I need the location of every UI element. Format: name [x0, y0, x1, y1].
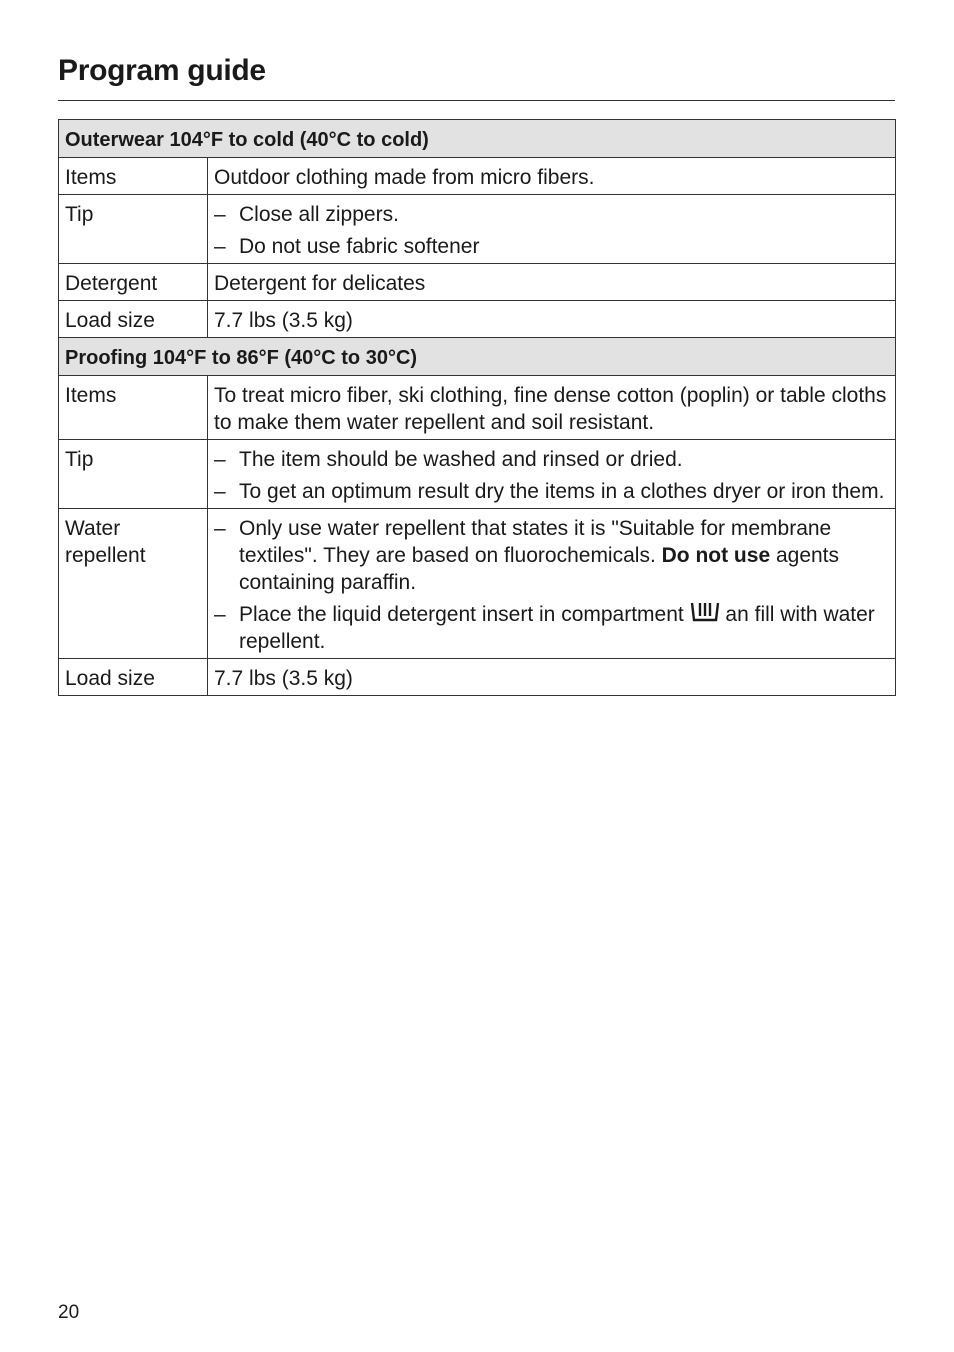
row-label: Detergent — [59, 264, 208, 301]
list-item-text: The item should be washed and rinsed or dried. — [239, 448, 683, 471]
list-item — [214, 233, 889, 260]
row-value — [208, 195, 896, 264]
dash-bullet: – — [214, 448, 226, 471]
tip-list — [214, 201, 889, 260]
list-item-text: agents containing paraffin. — [239, 544, 840, 594]
list-item-text: To get an optimum result dry the items in a clothes dryer or iron them. — [239, 480, 885, 503]
row-value: To treat micro fiber, ski clothing, fine dense cotton (poplin) or table cloths to make them water repellent and soil resistant. — [208, 376, 896, 440]
dash-bullet: – — [214, 203, 226, 226]
row-value: 7.7 lbs (3.5 kg) — [208, 301, 896, 338]
table-row — [59, 659, 896, 696]
row-value: Outdoor clothing made from micro fibers. — [208, 158, 896, 195]
list-item — [214, 515, 889, 596]
row-value: Detergent for delicates — [208, 264, 896, 301]
table-row — [59, 158, 896, 195]
section-heading: Outerwear 104°F to cold (40°C to cold) — [59, 120, 896, 158]
table-row — [59, 301, 896, 338]
table-row — [59, 195, 896, 264]
dash-bullet: – — [214, 517, 226, 540]
table-row — [59, 264, 896, 301]
table-row — [59, 509, 896, 659]
row-label: Tip — [59, 440, 208, 509]
row-label: Load size — [59, 659, 208, 696]
section-heading: Proofing 104°F to 86°F (40°C to 30°C) — [59, 338, 896, 376]
list-item-text: Do not use fabric softener — [239, 235, 480, 258]
tip-list — [214, 446, 889, 505]
list-item — [214, 201, 889, 228]
table-row — [59, 376, 896, 440]
page-title: Program guide — [58, 54, 266, 87]
row-value — [208, 440, 896, 509]
list-item-text: an fill with water repellent. — [239, 603, 875, 653]
list-item — [214, 601, 889, 655]
section-header-proofing — [59, 338, 896, 376]
compartment-icon — [690, 601, 720, 623]
table-row — [59, 440, 896, 509]
warning-emphasis: Do not use — [661, 544, 771, 567]
row-value: 7.7 lbs (3.5 kg) — [208, 659, 896, 696]
row-label: Items — [59, 376, 208, 440]
row-label: Load size — [59, 301, 208, 338]
list-item-text: Close all zippers. — [239, 203, 399, 226]
program-guide-table — [58, 119, 896, 696]
row-value — [208, 509, 896, 659]
water-repellent-list — [214, 515, 889, 655]
page-number: 20 — [58, 1302, 80, 1323]
dash-bullet: – — [214, 480, 226, 503]
list-item-text: Only use water repellent that states it is "Suitable for membrane textiles". They are based on fluorochemicals. — [239, 517, 832, 567]
list-item — [214, 446, 889, 473]
row-label: Water repellent — [59, 509, 208, 659]
list-item — [214, 478, 889, 505]
list-item-text: Place the liquid detergent insert in compartment — [239, 603, 690, 626]
dash-bullet: – — [214, 603, 226, 626]
dash-bullet: – — [214, 235, 226, 258]
row-label: Tip — [59, 195, 208, 264]
row-label: Items — [59, 158, 208, 195]
title-divider — [58, 100, 895, 101]
section-header-outerwear — [59, 120, 896, 158]
